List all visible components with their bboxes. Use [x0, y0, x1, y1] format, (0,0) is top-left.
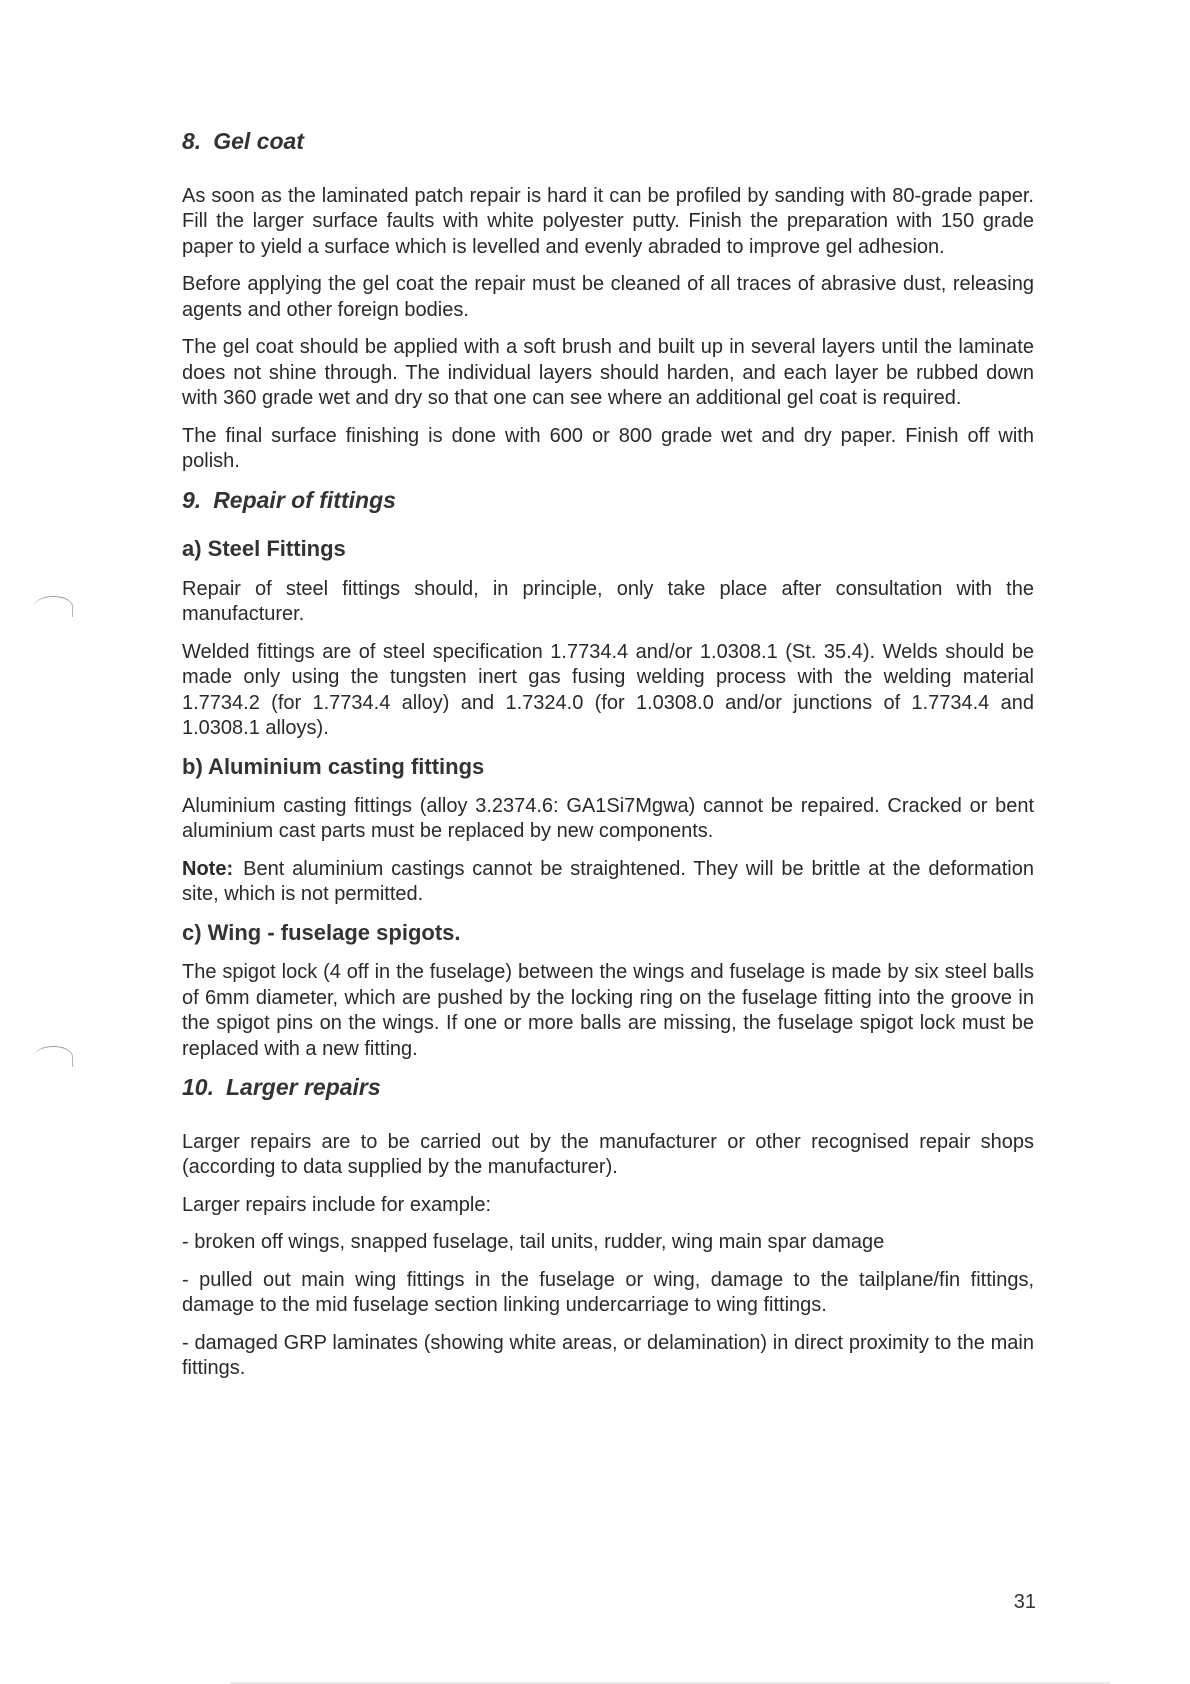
- paragraph: Larger repairs include for example:: [182, 1193, 492, 1216]
- paragraph: The gel coat should be applied with a soft brush and built up in several layers until the laminate does not shine through. The individual layers should harden, and each layer be rubbed down with 360 grade wet and dry so that one can see where an additional gel coat is required.: [182, 336, 1034, 410]
- page-number: 31: [1013, 1591, 1036, 1613]
- punch-hole-mark-upper: [34, 596, 73, 617]
- section-heading-gel-coat: [182, 128, 1034, 156]
- section-heading-repair-of-fittings: [182, 487, 1034, 515]
- paragraph: As soon as the laminated patch repair is hard it can be profiled by sanding with 80-grade paper. Fill the larger surface faults with white polyester putty. Finish the preparation with 150 grade paper to yield a surface which is levelled and evenly abraded to improve gel adhesion.: [182, 184, 1034, 258]
- paragraph: Aluminium casting fittings (alloy 3.2374.6: GA1Si7Mgwa) cannot be repaired. Cracked or bent aluminium cast parts must be replaced by new components.: [182, 794, 1034, 843]
- paragraph: The spigot lock (4 off in the fuselage) between the wings and fuselage is made by six steel balls of 6mm diameter, which are pushed by the locking ring on the fuselage fitting into the groove in the spigot pins on the wings. If one or more balls are missing, the fuselage spigot lock must be replaced with a new fitting.: [182, 961, 1034, 1060]
- section-number: 9.: [182, 486, 202, 513]
- list-item: - broken off wings, snapped fuselage, tail units, rudder, wing main spar damage: [182, 1231, 885, 1254]
- paragraph: The final surface finishing is done with 600 or 800 grade wet and dry paper. Finish off with polish.: [182, 424, 1034, 473]
- paragraph: Before applying the gel coat the repair must be cleaned of all traces of abrasive dust, releasing agents and other foreign bodies.: [182, 273, 1034, 321]
- note-label: Note:: [182, 857, 234, 880]
- section-heading-larger-repairs: [182, 1074, 1034, 1102]
- document-page: [182, 128, 1034, 1394]
- section-title: Repair of fittings: [213, 486, 396, 513]
- subsection-heading-wing-fuselage-spigots: c) Wing - fuselage spigots.: [182, 919, 461, 945]
- note-paragraph: [182, 857, 1034, 908]
- section-number: 10.: [182, 1074, 214, 1101]
- section-title: Larger repairs: [225, 1074, 381, 1101]
- note-text: Bent aluminium castings cannot be straightened. They will be brittle at the deformation site, which is not permitted.: [182, 857, 1034, 906]
- section-number: 8.: [182, 128, 202, 154]
- paragraph: Larger repairs are to be carried out by the manufacturer or other recognised repair shops (according to data supplied by the manufacturer).: [182, 1130, 1034, 1179]
- paragraph: Welded fittings are of steel specification 1.7734.4 and/or 1.0308.1 (St. 35.4). Welds should be made only using the tungsten inert gas fusing welding process with the welding material 1.7734.2 (for 1.7734.4 alloy) and 1.7324.0 (for 1.0308.0 and/or junctions of 1.7734.4 and 1.0308.1 alloys).: [182, 640, 1034, 740]
- paragraph: Repair of steel fittings should, in principle, only take place after consultation with the manufacturer.: [182, 577, 1034, 626]
- section-title: Gel coat: [213, 128, 304, 154]
- list-item: - damaged GRP laminates (showing white areas, or delamination) in direct proximity to the main fittings.: [182, 1331, 1034, 1380]
- subsection-heading-steel-fittings: a) Steel Fittings: [182, 536, 346, 562]
- subsection-heading-aluminium-casting-fittings: b) Aluminium casting fittings: [182, 753, 485, 779]
- list-item: - pulled out main wing fittings in the fuselage or wing, damage to the tailplane/fin fittings, damage to the mid fuselage section linking undercarriage to wing fittings.: [182, 1268, 1034, 1317]
- punch-hole-mark-lower: [34, 1046, 73, 1067]
